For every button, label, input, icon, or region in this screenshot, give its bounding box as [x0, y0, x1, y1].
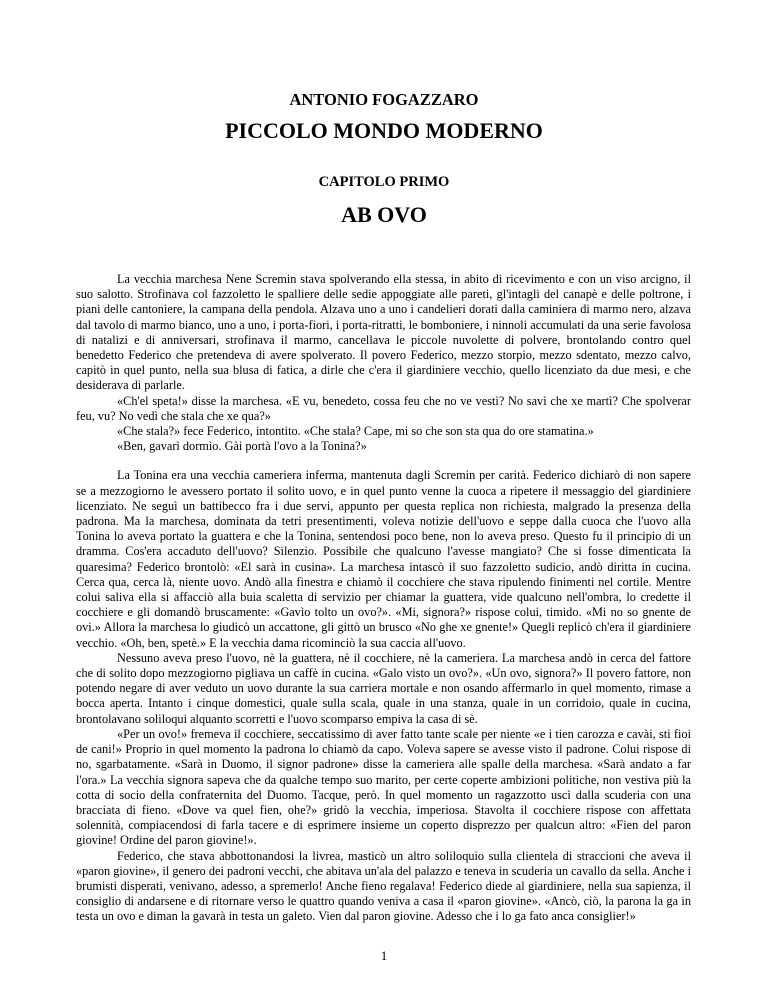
paragraph: Federico, che stava abbottonandosi la livrea, masticò un altro soliloquio sulla clientela di straccioni che aveva il «paron giovine», il genero dei padroni vecchi, che abitava un'ala del palazzo e teneva in scuderia un cavallo da sella. Anche i brumisti disperati, venivano, adesso, a spremerlo! Anche fieno regalava! Federico diede al giardiniere, nella sua sapienza, il consiglio di andarsene e di ritornare verso le quattro quando veniva a casa il «paron giovine». «Ancò, ciò, la parona la ga in testa un ovo e diman la gavarà in testa un galeto. Vien dal paron giovine. Adesso che i lo ga fato anca consiglier!» — [76, 848, 691, 924]
chapter-title: AB OVO — [341, 202, 427, 227]
chapter-label: CAPITOLO PRIMO — [318, 174, 450, 190]
paragraph: «Ch'el speta!» disse la marchesa. «E vu, benedeto, cossa feu che no ve vestì? No savì che xe martì? Che spolverar feu, vu? No vedì che stala che xe qua?» — [76, 393, 691, 423]
body-text — [76, 272, 691, 925]
paragraph: Nessuno aveva preso l'uovo, nè la guattera, nè il cocchiere, nè la cameriera. La marchesa andò in cerca del fattore che di solito dopo mezzogiorno pigliava un caffè in cucina. «Galo visto un ovo?». «Un ovo, signora?» Il povero fattore, non potendo negare di aver veduto un uovo durante la sua carriera mortale e non osando affermarlo in quel momento, rimase a bocca aperta. Intanto i cinque domestici, quale sulla scala, quale in una stanza, quale in un corridoio, quale in cucina, brontolavano soliloqui alquanto scorretti e l'uovo scomparso empiva la casa di sè. — [76, 650, 691, 726]
paragraph: «Ben, gavarì dormìo. Gài portà l'ovo a la Tonina?» — [117, 439, 367, 454]
paragraph: «Che stala?» fece Federico, intontito. «Che stala? Cape, mi so che son sta qua do ore stamatina.» — [117, 424, 594, 439]
paragraph: La vecchia marchesa Nene Scremin stava spolverando ella stessa, in abito di ricevimento e con un viso arcigno, il suo salotto. Strofinava col fazzoletto le spalliere delle sedie appoggiate alle pareti, gl'intagli del canapè e delle poltrone, i piani delle cantoniere, la campana della pendola. Alzava uno a uno i candelieri dorati dalla caminiera di marmo nero, alzava dal tavolo di marmo bianco, uno a uno, i porta-fiori, i porta-ritratti, le bomboniere, i ninnoli accumulati da una serie favolosa di natalizi e di anniversari, strofinava il marmo, cancellava le piccole nuvolette di polvere, brontolando contro quel benedetto Federico che pretendeva di avere spolverato. Il povero Federico, mezzo storpio, mezzo sdentato, mezzo calvo, capitò in quel punto, nella sua blusa di fatica, a dirle che c'era il giardiniere vecchio, quello licenziato da due mesi, e che desiderava di parlarle. — [76, 272, 691, 393]
paragraph: La Tonina era una vecchia cameriera inferma, mantenuta dagli Scremin per carità. Federico dichiarò di non sapere se a mezzogiorno le avessero portato il solito uovo, e in quel punto venne la cuoca a ripetere il messaggio del giardiniere licenziato. Ne seguì un battibecco fra i due servi, appunto per questa replica non richiesta, malgrado la presenza della padrona. Ma la marchesa, dominata da tetri presentimenti, voleva notizie dell'uovo e seppe dalla cuoca che l'uovo alla Tonina lo aveva portato la guattera e che la Tonina, sentendosi poco bene, non lo aveva preso. Questo fu il principio di un dramma. Cos'era accaduto dell'uovo? Silenzio. Possibile che qualcuno l'avesse mangiato? Che si fosse dimenticata la quaresima? Federico brontolò: «El sarà in cusina». La marchesa intascò il suo fazzoletto sudicio, andò diritta in cucina. Cerca qua, cerca là, niente uovo. Andò alla finestra e chiamò il cocchiere che stava ripulendo finimenti nel cortile. Mentre colui saliva ella si affacciò alla buia scaletta di servizio per chiamar la guattera, vide qualcuno nell'ombra, lo credette il cocchiere e gli domandò bruscamente: «Gavìo tolto un ovo?». «Mi, signora?» rispose colui, timido. «Mi no so gnente de ovi.» Allora la marchesa lo giudicò un accattone, gli gittò un brusco «No ghe xe gnente!» Quegli replicò ch'era il giardiniere vecchio. «Oh, ben, spetè.» E la vecchia dama ricominciò la sua caccia all'uovo. — [76, 468, 691, 650]
paragraph: «Per un ovo!» fremeva il cocchiere, seccatissimo di aver fatto tante scale per niente «e i tien carozza e cavài, sti fioi de cani!» Proprio in quel momento la padrona lo chiamò da capo. Voleva sapere se avesse visto il padrone. Colui rispose di no, sgarbatamente. «Sarà in Duomo, il signor padrone» disse la cameriera alle spalle della marchesa. «Sarà andato a far l'ora.» La vecchia signora sapeva che da qualche tempo suo marito, per certe coperte ambizioni politiche, non vestiva più la cotta di socio della confraternita del Duomo. Tacque, però. In quel momento un ragazzotto uscì dalla scuderia con una bracciata di fieno. «Dove va quel fien, ohe?» gridò la vecchia, imperiosa. Stavolta il cocchiere rispose con affettata solennità, compiacendosi di farla tacere e di esprimere insieme un coperto disprezzo per qualcun altro: «Fien del paron giovine! Ordine del paron giovine!». — [76, 726, 691, 848]
page-number: 1 — [380, 948, 388, 963]
book-title: PICCOLO MONDO MODERNO — [225, 118, 543, 143]
author-name: ANTONIO FOGAZZARO — [289, 90, 479, 109]
